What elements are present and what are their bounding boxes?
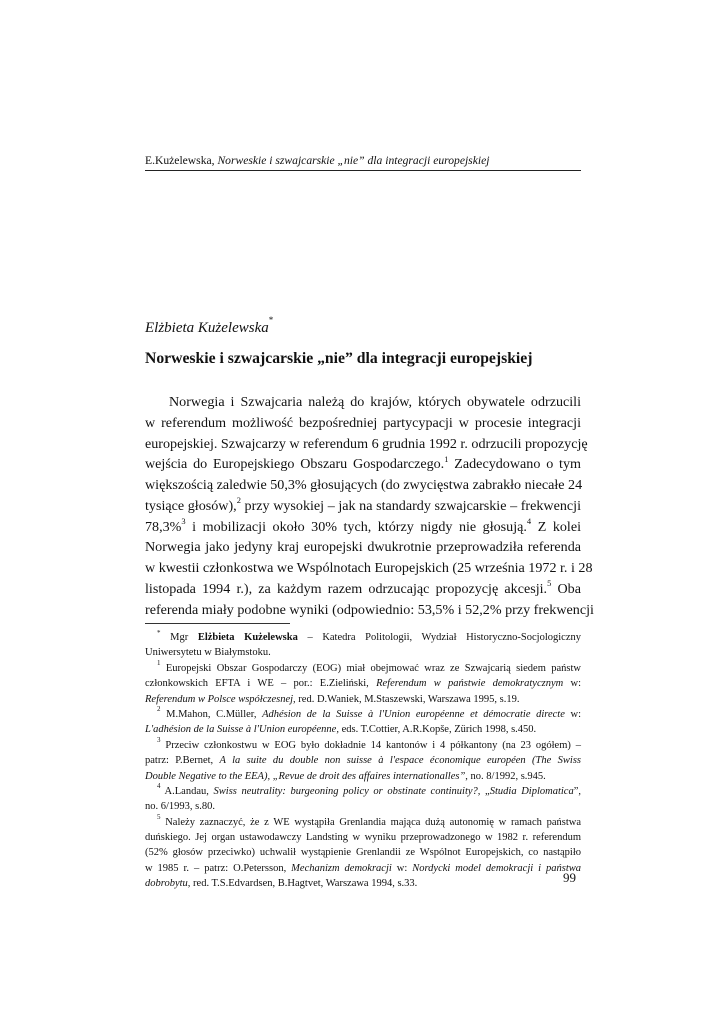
footnote-ref-1[interactable]: 1 xyxy=(444,453,449,464)
body-paragraph xyxy=(145,392,594,620)
body-line: europejskiej. Szwajcarzy w referendum 6 grudnia 1992 r. odrzucili propozycję xyxy=(145,435,588,452)
body-line xyxy=(145,579,581,600)
body-line: Norwegia i Szwajcaria należą do krajów, których obywatele odrzucili xyxy=(169,394,581,410)
footnote-line xyxy=(145,861,581,876)
body-text-run: listopada 1994 r.), za każdym razem odrzucając propozycję akcesji. xyxy=(145,580,548,597)
footnote-line xyxy=(145,630,581,645)
footnote-citation: Mechanizm demokracji xyxy=(291,862,392,874)
body-text-run: i mobilizacji około 30% tych, którzy nigdy nie głosują. xyxy=(185,518,527,535)
footnote-text: eds. T.Cottier, A.R.Kopše, Zürich 1998, s.450. xyxy=(338,724,537,736)
footnote-citation: Referendum w państwie demokratycznym xyxy=(376,678,564,690)
footnote-line xyxy=(145,876,581,891)
footnote-mark: 1 xyxy=(157,659,161,668)
footnote-text: w 1985 r. – patrz: O.Petersson, xyxy=(145,862,292,874)
footnote-text: M.Mahon, C.Müller, xyxy=(160,708,263,720)
body-text-run: Z kolei xyxy=(531,518,581,535)
footnote-separator xyxy=(145,623,290,624)
body-text-run: Oba xyxy=(551,580,581,597)
body-line: w referendum możliwość bezpośredniej partycypacji w procesie integracji xyxy=(145,414,581,431)
footnote-ref-3[interactable]: 3 xyxy=(181,515,186,526)
body-line: Norwegia jako jedyny kraj europejski dwukrotnie przeprowadziła referenda xyxy=(145,539,581,556)
footnote-line xyxy=(145,753,581,768)
footnote-line xyxy=(145,738,581,753)
footnote-text: Przeciw członkostwu w EOG było dokładnie 14 kantonów i 4 półkantony (na 23 ogółem) – xyxy=(160,739,581,751)
footnote-citation: dobrobytu, xyxy=(145,878,191,890)
page-number: 99 xyxy=(563,870,576,885)
footnote-ref-4[interactable]: 4 xyxy=(526,515,532,526)
footnote-text: red. D.Waniek, M.Staszewski, Warszawa 1995, s.19. xyxy=(295,693,520,705)
footnote-line: Uniwersytetu w Białymstoku. xyxy=(145,647,271,659)
body-line: referenda miały podobne wyniki (odpowiednio: 53,5% i 52,2% przy frekwencji xyxy=(145,601,594,618)
footnote-line xyxy=(145,707,581,722)
footnote-line: (52% głosów przeciwko) uchwalił wystąpienie Grenlandii ze Wspólnot Europejskich, co nastąpiło xyxy=(145,847,581,859)
footnote-citation: Double Negative to the EEA), „Revue de droit des affaires internationalles” xyxy=(145,770,466,782)
body-line xyxy=(145,517,581,538)
body-text-run: Zadecydowano o tym xyxy=(448,456,581,473)
footnote-line: duńskiego. Jej organ ustawodawczy Landsting w wyniku przeprowadzonego w 1982 r. referendum xyxy=(145,832,581,844)
footnote-citation: Referendum w Polsce współczesnej, xyxy=(145,693,296,705)
body-text-run: tysiące głosów), xyxy=(145,497,237,514)
footnote-text: patrz: P.Bernet, xyxy=(145,755,220,767)
footnote-line xyxy=(145,815,581,830)
footnote-line xyxy=(145,769,581,784)
article-title: Norweskie i szwajcarskie „nie” dla integracji europejskiej xyxy=(145,350,533,367)
author-footnote-mark[interactable]: * xyxy=(268,315,274,325)
footnote-citation: A la suite du double non suisse à l'espace économique européen (The Swiss xyxy=(219,755,581,767)
footnote-text: red. T.S.Edvardsen, B.Hagtvet, Warszawa 1994, s.33. xyxy=(190,878,418,890)
footnote-line: no. 6/1993, s.80. xyxy=(145,801,216,813)
body-text-run: przy wysokiej – jak na standardy szwajcarskie – frekwencji xyxy=(240,497,581,514)
footnote-citation: Swiss neutrality: burgeoning policy or obstinate continuity?, xyxy=(213,785,481,797)
footnote-text: Należy zaznaczyć, że z WE wystąpiła Grenlandia mająca dużą autonomię w ramach państwa xyxy=(160,816,581,828)
footnote-ref-2[interactable]: 2 xyxy=(236,495,241,506)
running-header xyxy=(145,154,581,168)
footnote-citation: Studia Diplomatica xyxy=(489,785,574,797)
footnote-ref-5[interactable]: 5 xyxy=(547,578,552,589)
footnote-line xyxy=(145,676,581,691)
footnote-line xyxy=(145,784,581,799)
footnote-text: , no. 8/1992, s.945. xyxy=(465,770,546,782)
footnote-text: w: xyxy=(564,708,581,720)
footnote-text: A.Landau, xyxy=(160,785,214,797)
footnote-text: ”, xyxy=(573,785,581,797)
footnote-text: członkowskich EFTA i WE – por.: E.Zieliński, xyxy=(145,678,377,690)
footnote-author: Elżbieta Kużelewska xyxy=(197,632,298,643)
body-text-run: wejścia do Europejskiego Obszaru Gospodarczego. xyxy=(145,456,445,473)
author-name: Elżbieta Kużelewska xyxy=(145,320,269,336)
footnote-mark: 2 xyxy=(157,705,161,714)
header-author: E.Kużelewska, xyxy=(145,154,218,167)
footnote-text: Europejski Obszar Gospodarczy (EOG) miał obejmować wraz ze Szwajcarią siedem państw xyxy=(160,662,581,674)
footnote-mark: 3 xyxy=(157,736,161,745)
footnote-citation: Adhésion de la Suisse à l'Union européenne et démocratie directe xyxy=(262,708,565,720)
footnote-text: w: xyxy=(391,862,413,874)
body-text-run: 78,3% xyxy=(145,518,182,535)
body-line: w kwestii członkostwa we Wspólnotach Europejskich (25 września 1972 r. i 28 xyxy=(145,560,593,576)
footnote-text: „ xyxy=(480,785,490,797)
footnote-text: w: xyxy=(563,678,581,690)
footnote-mark: 4 xyxy=(157,782,161,791)
body-line xyxy=(145,454,581,475)
header-title: Norweskie i szwajcarskie „nie” dla integracji europejskiej xyxy=(217,154,490,167)
footnote-line xyxy=(145,661,581,676)
footnote-text: – Katedra Politologii, Wydział Historyczno-Socjologiczny xyxy=(297,632,581,643)
article-author xyxy=(145,315,274,337)
footnote-mark: 5 xyxy=(157,813,161,822)
footnote-line xyxy=(145,722,581,737)
footnotes xyxy=(145,630,581,892)
body-line xyxy=(145,496,581,517)
footnote-mark: * xyxy=(157,628,161,637)
footnote-citation: L'adhésion de la Suisse à l'Union européenne, xyxy=(145,724,339,736)
header-rule xyxy=(145,170,581,171)
footnote-text: Mgr xyxy=(160,632,198,643)
footnote-citation: Nordycki model demokracji i państwa xyxy=(412,862,582,874)
footnote-line xyxy=(145,692,581,707)
body-line: większością zaledwie 50,3% głosujących (do zwycięstwa zabrakło niecałe 24 xyxy=(145,477,583,493)
